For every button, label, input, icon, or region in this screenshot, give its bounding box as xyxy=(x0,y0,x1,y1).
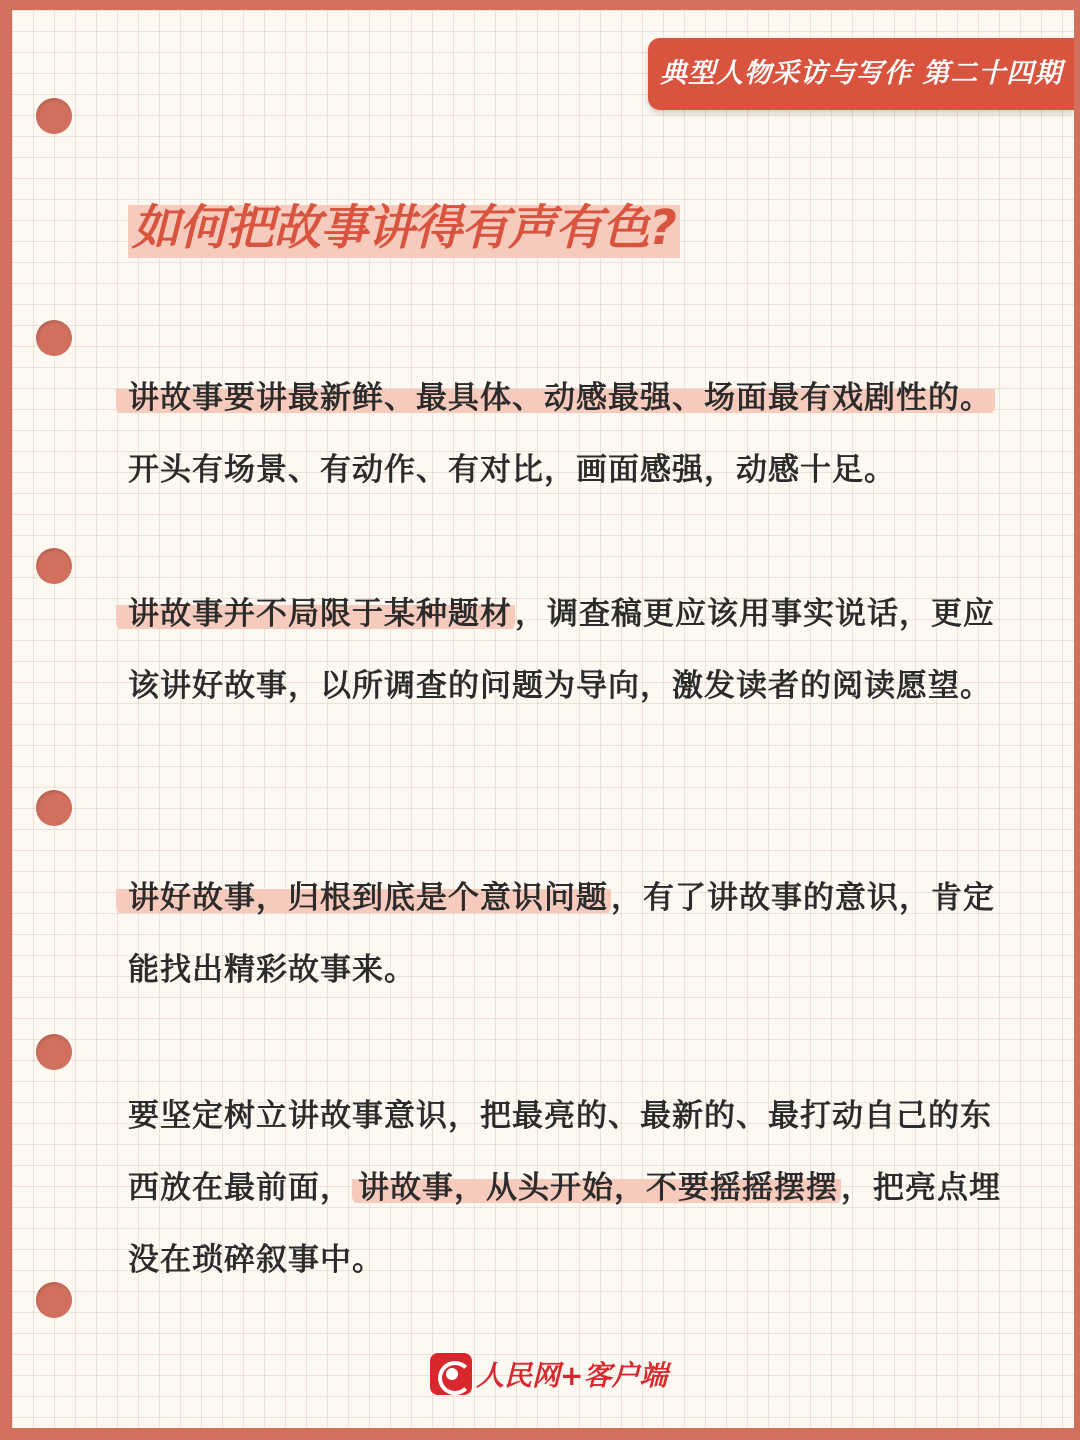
paragraph-3-text: ，有了讲故事的意识，肯定能找出精彩故事来。 xyxy=(128,880,995,988)
binder-hole-1 xyxy=(36,98,72,134)
binder-hole-6 xyxy=(36,1282,72,1318)
paragraph-1-highlight: 讲故事要讲最新鲜、最具体、动感最强、场面最有戏剧性的。 xyxy=(116,380,995,416)
people-daily-logo-icon xyxy=(430,1353,472,1395)
paragraph-4-highlight: 讲故事，从头开始，不要摇摇摆摆 xyxy=(352,1170,841,1206)
notebook-paper xyxy=(12,10,1074,1428)
binder-hole-2 xyxy=(36,320,72,356)
binder-hole-3 xyxy=(36,548,72,584)
paragraph-1 xyxy=(128,362,1008,506)
paragraph-4 xyxy=(128,1080,1008,1296)
paragraph-2-highlight: 讲故事并不局限于某种题材 xyxy=(116,596,515,632)
series-tag: 典型人物采访与写作 第二十四期 xyxy=(648,38,1074,110)
footer-brand xyxy=(430,1352,667,1396)
binder-hole-4 xyxy=(36,790,72,826)
paragraph-3-highlight: 讲好故事，归根到底是个意识问题 xyxy=(116,880,611,916)
binder-hole-5 xyxy=(36,1034,72,1070)
page-title: 如何把故事讲得有声有色? xyxy=(128,198,680,258)
paragraph-3 xyxy=(128,862,1008,1006)
paragraph-4-text-before: 要坚定树立讲故事意识，把最亮的、最新的、最打动自己的东西放在最前面， xyxy=(128,1098,992,1206)
paragraph-2-text: ，调查稿更应该用事实说话，更应该讲好故事，以所调查的问题为导向，激发读者的阅读愿望。 xyxy=(128,596,995,704)
brand-name: 人民网+客户端 xyxy=(476,1359,668,1392)
paragraph-1-text: 开头有场景、有动作、有对比，画面感强，动感十足。 xyxy=(128,452,896,488)
paragraph-4-text-after: ，把亮点埋没在琐碎叙事中。 xyxy=(128,1170,1001,1278)
paragraph-2 xyxy=(128,578,1008,722)
